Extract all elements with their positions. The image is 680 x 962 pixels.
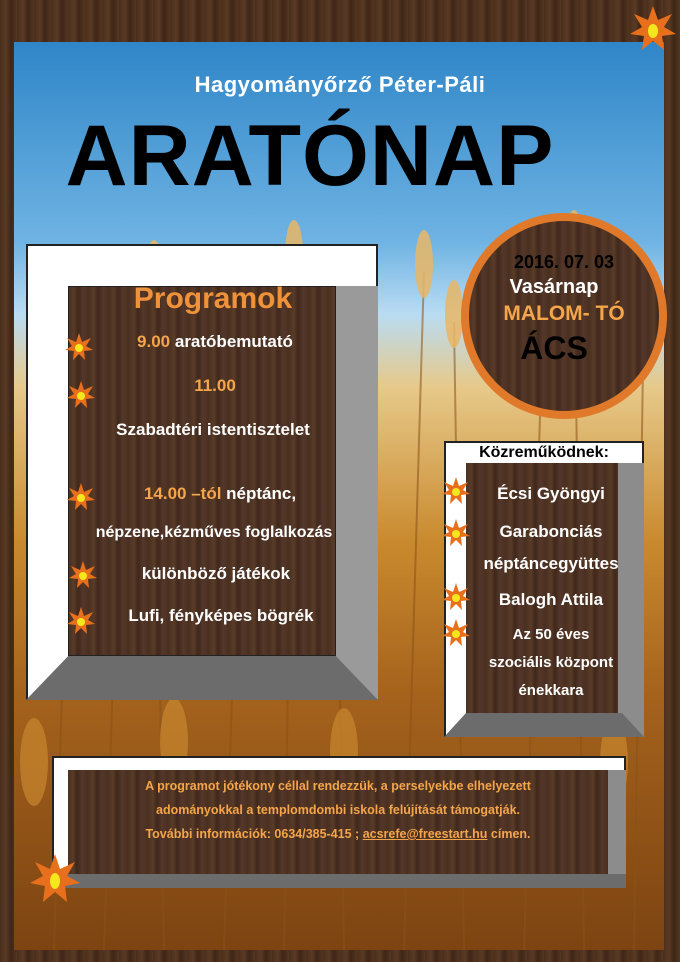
email-link[interactable]: acsrefe@freestart.hu: [362, 827, 488, 841]
program-frame-shadow-bottom: [26, 656, 378, 700]
flower-icon: [68, 560, 98, 590]
footer-frame-shadow: [608, 770, 626, 888]
footer-line: adományokkal a templomdombi iskola felújítását támogatják.: [156, 803, 520, 817]
cooperators-frame-shadow-bottom: [444, 713, 644, 737]
flower-icon: [66, 606, 96, 636]
cooperator-item: Az 50 éves: [512, 626, 590, 643]
program-item: 14.00 –tól néptánc,: [143, 484, 297, 503]
program-heading: Programok: [133, 282, 293, 315]
program-frame-shadow: [336, 286, 378, 700]
flower-icon: [64, 332, 94, 362]
flower-icon: [628, 4, 678, 54]
subtitle: Hagyományőrző Péter-Páli: [194, 72, 486, 97]
program-time: 11.00: [194, 376, 236, 395]
program-item: 9.00 aratóbemutató: [137, 332, 293, 351]
cooperators-heading: Közreműködnek:: [479, 444, 609, 461]
cooperator-item: Écsi Gyöngyi: [497, 484, 605, 503]
cooperator-item: énekkara: [518, 682, 584, 699]
program-item: Szabadtéri istentisztelet: [116, 420, 310, 439]
cooperator-item: Garabonciás: [499, 522, 603, 541]
footer-text: [68, 774, 608, 846]
event-date: 2016. 07. 03: [513, 252, 615, 272]
program-item: különböző játékok: [141, 564, 291, 583]
flower-icon: [66, 482, 96, 512]
footer-line: A programot jótékony céllal rendezzük, a perselyekbe elhelyezett: [145, 779, 531, 793]
footer-frame-shadow-bottom: [52, 874, 626, 888]
event-place: MALOM- TÓ: [503, 302, 625, 325]
flower-icon: [66, 380, 96, 410]
program-item: népzene,kézműves foglalkozás: [95, 524, 333, 541]
flower-icon: [28, 852, 82, 906]
cooperator-item: szociális központ: [488, 654, 614, 671]
event-city: ÁCS: [520, 330, 588, 366]
event-day: Vasárnap: [509, 276, 599, 298]
footer-line: További információk: 0634/385-415 ; acsrefe@freestart.hu címen.: [145, 827, 531, 841]
page-title: ARATÓNAP: [65, 108, 555, 204]
cooperator-item: Balogh Attila: [498, 590, 604, 609]
cooperator-item: néptáncegyüttes: [483, 554, 619, 573]
program-item: Lufi, fényképes bögrék: [128, 606, 314, 625]
